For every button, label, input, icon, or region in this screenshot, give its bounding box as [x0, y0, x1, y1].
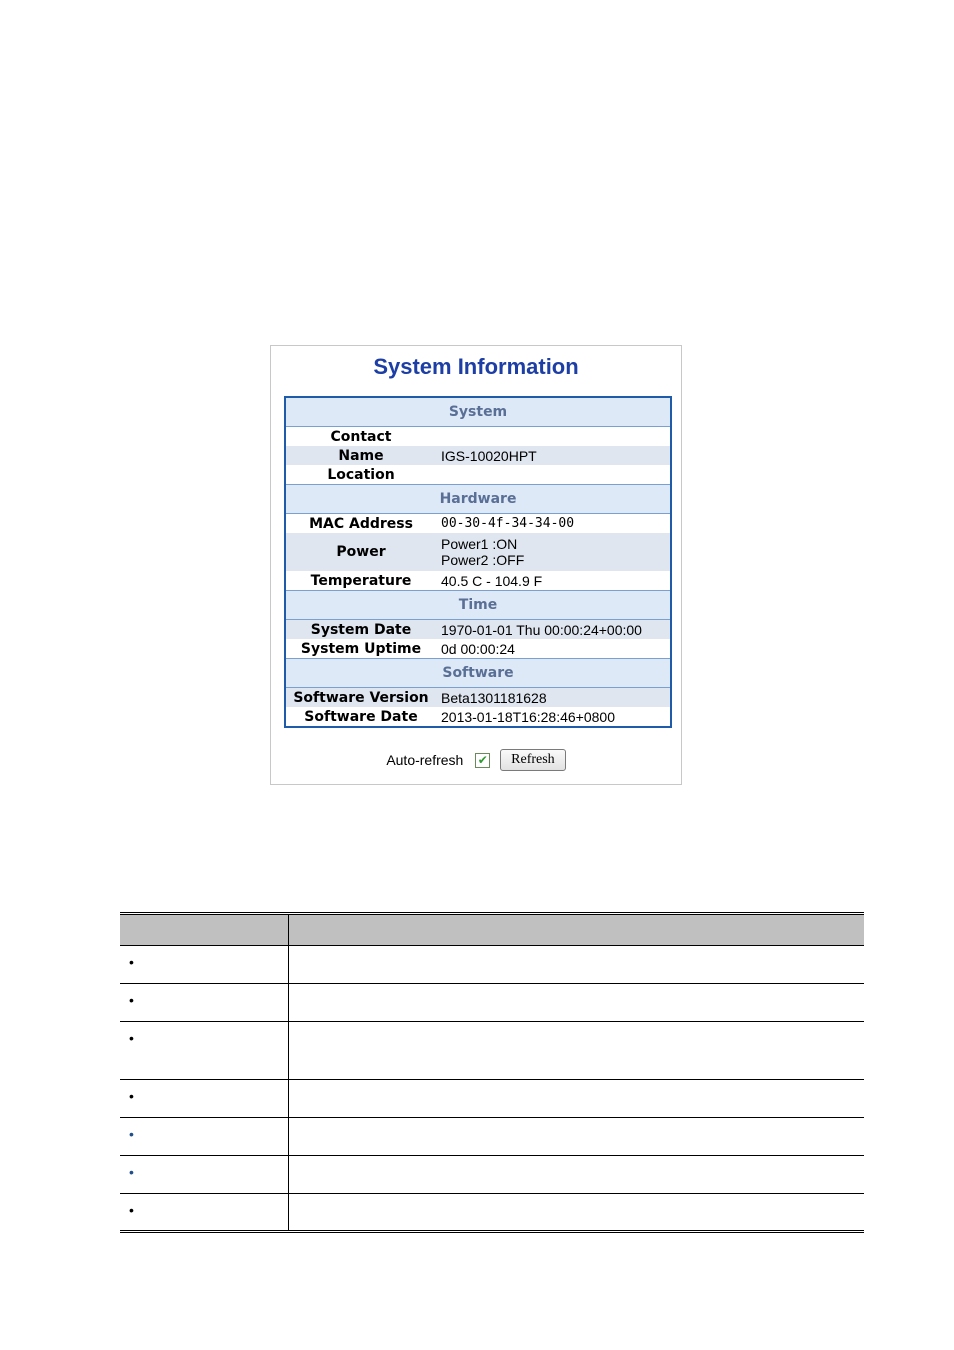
power-values — [436, 533, 524, 571]
row-system-date — [286, 620, 670, 639]
row-contact — [286, 427, 670, 446]
object-cell — [120, 984, 289, 1022]
section-header-hardware: Hardware — [286, 484, 670, 514]
section-header-time: Time — [286, 590, 670, 620]
mac-label: MAC Address — [309, 515, 413, 532]
software-date-value: 2013-01-18T16:28:46+0800 — [441, 708, 615, 725]
bullet: • — [129, 954, 134, 970]
location-label: Location — [327, 466, 395, 483]
description-cell — [289, 1156, 865, 1194]
table-row — [120, 1022, 864, 1080]
system-information-panel — [270, 345, 682, 785]
power1-value: Power1 :ON — [441, 536, 518, 552]
system-date-label: System Date — [310, 621, 412, 638]
description-cell — [289, 1080, 865, 1118]
page-title: System Information — [373, 354, 579, 379]
description-cell — [289, 946, 865, 984]
checkmark-icon: ✔ — [477, 752, 488, 767]
software-version-value: Beta1301181628 — [441, 689, 547, 706]
mac-value: 00-30-4f-34-34-00 — [441, 516, 575, 531]
description-cell — [289, 1118, 865, 1156]
power-label: Power — [336, 544, 386, 560]
row-location — [286, 465, 670, 484]
system-uptime-label: System Uptime — [300, 640, 422, 657]
bullet: • — [129, 1088, 134, 1104]
table-row — [120, 1156, 864, 1194]
section-header-software: Software — [286, 658, 670, 688]
temperature-label: Temperature — [310, 572, 412, 589]
row-software-date — [286, 707, 670, 726]
auto-refresh-checkbox[interactable] — [475, 753, 490, 768]
system-uptime-value: 0d 00:00:24 — [441, 640, 515, 657]
table-row — [120, 946, 864, 984]
object-cell — [120, 1118, 289, 1156]
description-cell — [289, 1194, 865, 1232]
software-date-label: Software Date — [304, 708, 418, 725]
name-label: Name — [338, 447, 384, 464]
row-system-uptime — [286, 639, 670, 658]
name-value: IGS-10020HPT — [441, 447, 537, 464]
table-header-row — [120, 914, 864, 946]
system-date-value: 1970-01-01 Thu 00:00:24+00:00 — [441, 621, 642, 638]
auto-refresh-label: Auto-refresh — [386, 752, 464, 768]
table-row — [120, 1080, 864, 1118]
description-table — [120, 912, 864, 1233]
temperature-value: 40.5 C - 104.9 F — [441, 572, 543, 589]
location-value — [436, 465, 441, 484]
object-cell — [120, 1022, 289, 1080]
row-name — [286, 446, 670, 465]
power2-value: Power2 :OFF — [441, 552, 525, 568]
table-row — [120, 984, 864, 1022]
description-cell — [289, 984, 865, 1022]
section-header-system: System — [286, 398, 670, 427]
object-cell — [120, 1080, 289, 1118]
contact-label: Contact — [330, 428, 392, 445]
description-cell — [289, 1022, 865, 1080]
bullet: • — [129, 1030, 134, 1046]
software-version-label: Software Version — [293, 689, 429, 706]
row-temperature — [286, 571, 670, 590]
refresh-button[interactable]: Refresh — [500, 749, 566, 771]
contact-value — [436, 427, 441, 446]
row-power — [286, 533, 670, 571]
refresh-bar — [271, 749, 681, 771]
object-cell — [120, 1194, 289, 1232]
object-cell — [120, 1156, 289, 1194]
table-row — [120, 1194, 864, 1232]
table-row — [120, 1118, 864, 1156]
object-cell — [120, 946, 289, 984]
bullet: • — [129, 1202, 134, 1218]
bullet: • — [129, 992, 134, 1008]
header-cell-object — [120, 914, 289, 946]
row-mac — [286, 514, 670, 533]
bullet: • — [129, 1126, 134, 1142]
row-software-version — [286, 688, 670, 707]
bullet: • — [129, 1164, 134, 1180]
header-cell-description — [289, 914, 865, 946]
system-info-table — [284, 396, 672, 728]
